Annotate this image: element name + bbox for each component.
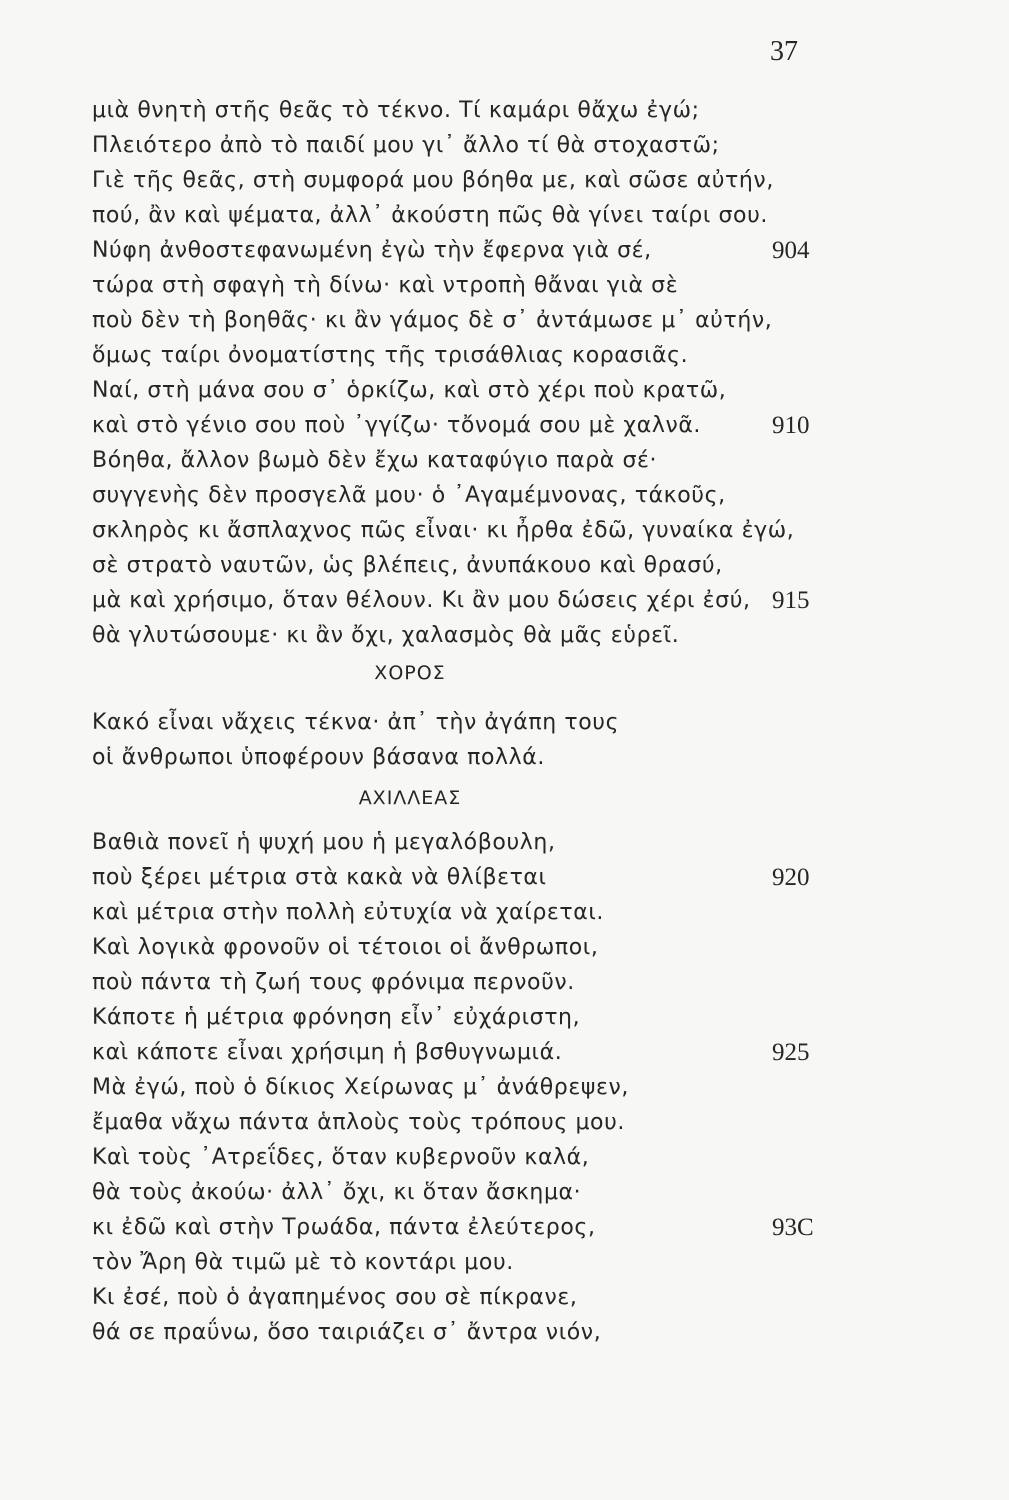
verse-block-1	[92, 93, 822, 653]
verse-text: ὅμως ταίρι ὀνοματίστης τῆς τρισάθλιας κορασιᾶς.	[92, 343, 689, 368]
verse-line	[92, 548, 822, 583]
verse-text: Κι ἐσέ, ποὺ ὁ ἀγαπημένος σου σὲ πίκρανε,	[92, 1285, 578, 1310]
verse-line	[92, 303, 822, 338]
verse-text: κι ἐδῶ καὶ στὴν Τρωάδα, πάντα ἐλεύτερος,	[92, 1215, 596, 1240]
verse-line	[92, 825, 822, 860]
verse-text: μιὰ θνητὴ στῆς θεᾶς τὸ τέκνο. Τί καμάρι θἄχω ἐγώ;	[92, 98, 700, 123]
verse-text: Νύφη ἀνθοστεφανωμένη ἐγὼ τὴν ἔφερνα γιὰ σέ,	[92, 238, 652, 263]
verse-line	[92, 1105, 822, 1140]
verse-text: πού, ἂν καὶ ψέματα, ἀλλ᾽ ἀκούστη πῶς θὰ γίνει ταίρι σου.	[92, 203, 768, 228]
verse-line	[92, 930, 822, 965]
speaker-heading-achilles: ΑΧΙΛΛΕΑΣ	[358, 787, 462, 809]
verse-line	[92, 128, 822, 163]
line-number: 904	[772, 237, 810, 264]
verse-line	[92, 1315, 822, 1350]
line-number: 915	[772, 587, 810, 614]
verse-line	[92, 1035, 822, 1070]
line-number: 920	[772, 864, 810, 891]
verse-text: ἔμαθα νἄχω πάντα ἁπλοὺς τοὺς τρόπους μου.	[92, 1110, 626, 1135]
verse-line	[92, 408, 822, 443]
line-number: 910	[772, 412, 810, 439]
verse-text: θὰ τοὺς ἀκούω· ἀλλ᾽ ὄχι, κι ὅταν ἄσκημα·	[92, 1180, 582, 1205]
verse-text: Κακό εἶναι νἄχεις τέκνα· ἀπ᾽ τὴν ἀγάπη τους	[92, 710, 620, 735]
verse-text: Γιὲ τῆς θεᾶς, στὴ συμφορά μου βόηθα με, καὶ σῶσε αὐτήν,	[92, 168, 774, 193]
verse-line	[92, 338, 822, 373]
verse-line	[92, 513, 822, 548]
verse-text: τώρα στὴ σφαγὴ τὴ δίνω· καὶ ντροπὴ θἄναι γιὰ σὲ	[92, 273, 679, 298]
verse-line	[92, 740, 822, 775]
verse-text: Κάποτε ἡ μέτρια φρόνηση εἶν᾽ εὐχάριστη,	[92, 1005, 581, 1030]
verse-line	[92, 268, 822, 303]
verse-block-3	[92, 825, 822, 1350]
verse-line	[92, 1175, 822, 1210]
verse-text: θά σε πραΰνω, ὅσο ταιριάζει σ᾽ ἄντρα νιόν,	[92, 1320, 602, 1345]
verse-text: Καὶ τοὺς ᾽Ατρεΐδες, ὅταν κυβερνοῦν καλά,	[92, 1145, 590, 1170]
verse-line	[92, 965, 822, 1000]
verse-text: Βόηθα, ἄλλον βωμὸ δὲν ἔχω καταφύγιο παρὰ σέ·	[92, 448, 658, 473]
verse-line	[92, 198, 822, 233]
verse-line	[92, 1070, 822, 1105]
line-number: 93C	[772, 1214, 814, 1241]
verse-text: ποὺ δὲν τὴ βοηθᾶς· κι ἂν γάμος δὲ σ᾽ ἀντάμωσε μ᾽ αὐτήν,	[92, 308, 773, 333]
verse-line	[92, 443, 822, 478]
verse-line	[92, 1280, 822, 1315]
verse-line	[92, 1210, 822, 1245]
verse-text: Ναί, στὴ μάνα σου σ᾽ ὁρκίζω, καὶ στὸ χέρι ποὺ κρατῶ,	[92, 378, 727, 403]
verse-text: συγγενὴς δὲν προσγελᾶ μου· ὁ ᾽Αγαμέμνονας, τάκοῦς,	[92, 483, 726, 508]
verse-line	[92, 583, 822, 618]
verse-line	[92, 163, 822, 198]
verse-text: σκληρὸς κι ἄσπλαχνος πῶς εἶναι· κι ἦρθα ἐδῶ, γυναίκα ἐγώ,	[92, 518, 795, 543]
verse-line	[92, 1245, 822, 1280]
verse-line	[92, 478, 822, 513]
verse-line	[92, 618, 822, 653]
verse-line	[92, 895, 822, 930]
verse-text: θὰ γλυτώσουμε· κι ἂν ὄχι, χαλασμὸς θὰ μᾶς εὑρεῖ.	[92, 623, 680, 648]
verse-block-2	[92, 705, 822, 775]
verse-text: ποὺ πάντα τὴ ζωή τους φρόνιμα περνοῦν.	[92, 970, 575, 995]
verse-text: Καὶ λογικὰ φρονοῦν οἱ τέτοιοι οἱ ἄνθρωποι,	[92, 935, 599, 960]
verse-text: Πλειότερο ἀπὸ τὸ παιδί μου γι᾽ ἄλλο τί θὰ στοχαστῶ;	[92, 133, 720, 158]
verse-line	[92, 373, 822, 408]
verse-text: μὰ καὶ χρήσιμο, ὅταν θέλουν. Κι ἂν μου δώσεις χέρι ἐσύ,	[92, 588, 751, 613]
verse-line	[92, 1140, 822, 1175]
verse-text: Βαθιὰ πονεῖ ἡ ψυχή μου ἡ μεγαλόβουλη,	[92, 830, 556, 855]
verse-text: καὶ μέτρια στὴν πολλὴ εὐτυχία νὰ χαίρεται.	[92, 900, 604, 925]
verse-text: καὶ κάποτε εἶναι χρήσιμη ἡ βσθυγνωμιά.	[92, 1040, 563, 1065]
verse-line	[92, 860, 822, 895]
verse-text: τὸν Ἄρη θὰ τιμῶ μὲ τὸ κοντάρι μου.	[92, 1250, 514, 1275]
speaker-heading-chorus: ΧΟΡΟΣ	[374, 662, 446, 684]
line-number: 925	[772, 1039, 810, 1066]
verse-line	[92, 233, 822, 268]
verse-line	[92, 1000, 822, 1035]
verse-text: καὶ στὸ γένιο σου ποὺ ᾽γγίζω· τὄνομά σου μὲ χαλνᾶ.	[92, 413, 702, 438]
verse-line	[92, 93, 822, 128]
page-number: 37	[770, 36, 798, 67]
verse-text: σὲ στρατὸ ναυτῶν, ὡς βλέπεις, ἀνυπάκουο καὶ θρασύ,	[92, 553, 723, 578]
verse-text: Μὰ ἐγώ, ποὺ ὁ δίκιος Χείρωνας μ᾽ ἀνάθρεψεν,	[92, 1075, 629, 1100]
verse-line	[92, 705, 822, 740]
verse-text: οἱ ἄνθρωποι ὑποφέρουν βάσανα πολλά.	[92, 745, 545, 770]
verse-text: ποὺ ξέρει μέτρια στὰ κακὰ νὰ θλίβεται	[92, 865, 547, 890]
